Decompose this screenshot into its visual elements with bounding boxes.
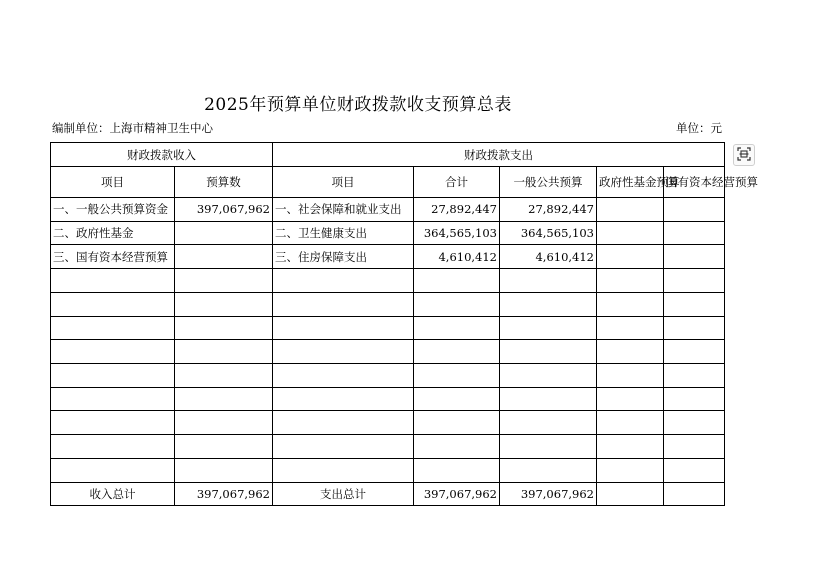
gov-fund-cell — [597, 197, 664, 221]
state-capital-cell — [664, 245, 725, 269]
unit-label: 单位：元 — [676, 121, 722, 135]
total-cell: 364,565,103 — [414, 221, 500, 245]
general-budget-cell — [500, 292, 597, 316]
expense-item-cell — [273, 269, 414, 293]
income-item-cell — [51, 458, 175, 482]
organization-label: 编制单位：上海市精神卫生中心 — [52, 121, 213, 135]
gov-fund-cell — [597, 292, 664, 316]
expense-item-cell — [273, 458, 414, 482]
general-budget-cell — [500, 316, 597, 340]
income-item-cell — [51, 340, 175, 364]
income-item-cell — [51, 411, 175, 435]
income-amount-cell — [175, 316, 273, 340]
income-item-cell — [51, 316, 175, 340]
total-cell — [414, 435, 500, 459]
gov-fund-cell — [597, 364, 664, 388]
gov-fund-header: 政府性基金预算 — [597, 167, 664, 198]
state-capital-cell — [664, 292, 725, 316]
side-tool-button[interactable] — [733, 144, 755, 166]
expense-group-header: 财政拨款支出 — [273, 143, 725, 167]
total-cell — [414, 364, 500, 388]
gov-fund-cell — [597, 269, 664, 293]
general-budget-header: 一般公共预算 — [500, 167, 597, 198]
group-header-row — [51, 143, 725, 167]
total-cell — [414, 292, 500, 316]
totals-row — [51, 482, 725, 505]
expense-item-cell — [273, 340, 414, 364]
expense-item-cell — [273, 292, 414, 316]
table-row — [51, 340, 725, 364]
budget-table — [50, 142, 758, 506]
income-amount-cell — [175, 435, 273, 459]
total-header: 合计 — [414, 167, 500, 198]
income-amount-cell — [175, 269, 273, 293]
expense-item-cell — [273, 316, 414, 340]
table-row — [51, 316, 725, 340]
income-item-cell — [51, 387, 175, 411]
state-capital-cell — [664, 411, 725, 435]
income-amount-cell — [175, 245, 273, 269]
expense-item-cell — [273, 435, 414, 459]
column-header-row — [51, 167, 725, 198]
total-cell — [414, 411, 500, 435]
state-capital-cell — [664, 435, 725, 459]
income-amount-cell — [175, 387, 273, 411]
income-total-amount: 397,067,962 — [175, 482, 273, 505]
income-amount-cell — [175, 411, 273, 435]
state-capital-cell — [664, 364, 725, 388]
total-cell — [414, 316, 500, 340]
general-budget-cell — [500, 458, 597, 482]
general-budget-cell — [500, 340, 597, 364]
expense-item-cell — [273, 411, 414, 435]
general-budget-cell: 364,565,103 — [500, 221, 597, 245]
gov-fund-cell — [597, 245, 664, 269]
expense-item-cell: 三、住房保障支出 — [273, 245, 414, 269]
table-row — [51, 435, 725, 459]
income-item-cell — [51, 364, 175, 388]
general-budget-cell: 27,892,447 — [500, 197, 597, 221]
income-amount-cell — [175, 292, 273, 316]
gov-fund-total — [597, 482, 664, 505]
table-row — [51, 387, 725, 411]
state-capital-header: 国有资本经营预算 — [664, 167, 725, 198]
income-amount-cell: 397,067,962 — [175, 197, 273, 221]
gov-fund-cell — [597, 340, 664, 364]
income-item-cell — [51, 435, 175, 459]
income-amount-cell — [175, 458, 273, 482]
state-capital-total — [664, 482, 725, 505]
table-row — [51, 458, 725, 482]
screenshot-scan-icon — [737, 146, 751, 165]
general-budget-cell — [500, 364, 597, 388]
general-budget-cell: 4,610,412 — [500, 245, 597, 269]
total-cell — [414, 340, 500, 364]
general-budget-cell — [500, 435, 597, 459]
general-budget-cell — [500, 411, 597, 435]
general-budget-cell — [500, 269, 597, 293]
state-capital-cell — [664, 197, 725, 221]
income-amount-cell — [175, 221, 273, 245]
table-row — [51, 364, 725, 388]
gov-fund-cell — [597, 387, 664, 411]
state-capital-cell — [664, 316, 725, 340]
table-row — [51, 411, 725, 435]
total-cell: 27,892,447 — [414, 197, 500, 221]
expense-item-cell: 一、社会保障和就业支出 — [273, 197, 414, 221]
table-row — [51, 269, 725, 293]
gov-fund-cell — [597, 411, 664, 435]
state-capital-cell — [664, 269, 725, 293]
income-amount-cell — [175, 340, 273, 364]
expense-total-amount: 397,067,962 — [414, 482, 500, 505]
state-capital-cell — [664, 387, 725, 411]
income-group-header: 财政拨款收入 — [51, 143, 273, 167]
income-item-header: 项目 — [51, 167, 175, 198]
page-title: 2025年预算单位财政拨款收支预算总表 — [204, 95, 512, 115]
income-budget-header: 预算数 — [175, 167, 273, 198]
expense-total-label: 支出总计 — [273, 482, 414, 505]
gov-fund-cell — [597, 435, 664, 459]
income-item-cell — [51, 269, 175, 293]
gov-fund-cell — [597, 221, 664, 245]
income-item-cell: 二、政府性基金 — [51, 221, 175, 245]
total-cell — [414, 269, 500, 293]
expense-item-cell — [273, 364, 414, 388]
income-total-label: 收入总计 — [51, 482, 175, 505]
general-budget-total: 397,067,962 — [500, 482, 597, 505]
table-row — [51, 245, 725, 269]
general-budget-cell — [500, 387, 597, 411]
table-row — [51, 221, 725, 245]
state-capital-cell — [664, 221, 725, 245]
state-capital-cell — [664, 458, 725, 482]
gov-fund-cell — [597, 458, 664, 482]
income-item-cell: 一、一般公共预算资金 — [51, 197, 175, 221]
expense-item-cell: 二、卫生健康支出 — [273, 221, 414, 245]
income-item-cell: 三、国有资本经营预算 — [51, 245, 175, 269]
table-row — [51, 197, 725, 221]
total-cell — [414, 458, 500, 482]
total-cell — [414, 387, 500, 411]
table-row — [51, 292, 725, 316]
state-capital-cell — [664, 340, 725, 364]
expense-item-header: 项目 — [273, 167, 414, 198]
income-item-cell — [51, 292, 175, 316]
gov-fund-cell — [597, 316, 664, 340]
income-amount-cell — [175, 364, 273, 388]
expense-item-cell — [273, 387, 414, 411]
total-cell: 4,610,412 — [414, 245, 500, 269]
